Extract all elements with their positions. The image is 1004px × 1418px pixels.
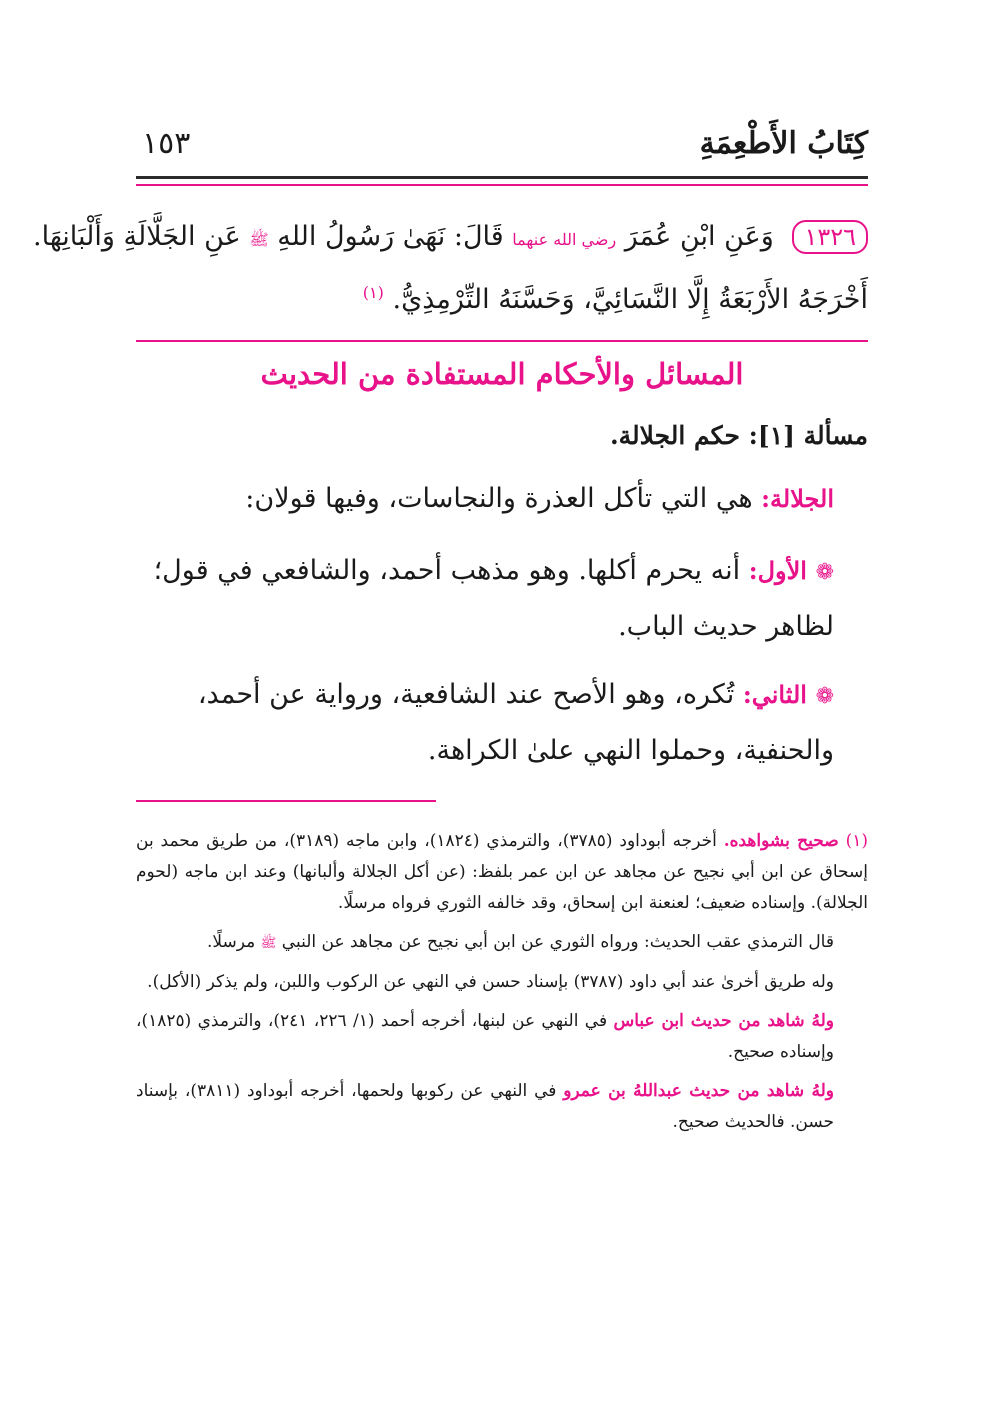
definition-text: هي التي تأكل العذرة والنجاسات، وفيها قولان: <box>245 483 753 514</box>
opinion-second-text: تُكره، وهو الأصح عند الشافعية، ورواية عن أحمد، والحنفية، وحملوا النهي علىٰ الكراهة. <box>197 679 834 766</box>
hadith-number: ١٣٢٦ <box>792 220 868 254</box>
footnote-grade: صحيح بشواهده. <box>723 831 839 851</box>
hadith-takhrij: أَخْرَجَهُ الأَرْبَعَةُ إِلَّا النَّسَائِيَّ، وَحَسَّنَهُ التِّرْمِذِيُّ. <box>392 284 868 315</box>
section-rule <box>136 340 868 342</box>
companion-honorific: رضي الله عنهما <box>512 230 617 249</box>
book-title: كِتَابُ الأَطْعِمَةِ <box>699 126 868 161</box>
hadith-segment: وَعَنِ ابْنِ عُمَرَ <box>624 221 774 252</box>
footnote-text: مرسلًا. <box>206 932 256 952</box>
opinion-first-label: الأول: <box>748 556 807 585</box>
masala-heading <box>610 414 868 458</box>
opinion-second <box>136 668 868 778</box>
page-number: ١٥٣ <box>142 126 191 161</box>
footnote-rule <box>136 800 436 802</box>
footnote-text: في النهي عن ركوبها ولحمها، أخرجه أبوداود (٣٨١١)، بإسناد حسن. فالحديث صحيح. <box>136 1081 834 1132</box>
footnote-witness-ibn-abbas <box>136 1006 868 1068</box>
opinion-first-text: أنه يحرم أكلها. وهو مذهب أحمد، والشافعي في قول؛ لظاهر حديث الباب. <box>153 555 834 642</box>
definition-paragraph <box>136 472 868 526</box>
definition-label: الجلالة: <box>761 484 834 513</box>
header-rule <box>136 176 868 179</box>
footnote-text: قال الترمذي عقب الحديث: ورواه الثوري عن ابن أبي نجيح عن مجاهد عن النبي <box>281 932 834 952</box>
opinion-first <box>136 544 868 654</box>
flower-icon: ❁ <box>815 684 834 709</box>
footnote-1 <box>136 826 868 919</box>
footnote-text: في النهي عن لبنها، أخرجه أحمد (١/ ٢٢٦، ٢٤١)، والترمذي (١٨٢٥)، وإسناده صحيح. <box>136 1011 834 1062</box>
hadith-segment: عَنِ الجَلَّالَةِ وَأَلْبَانِهَا. <box>33 221 241 252</box>
hadith-line-2 <box>136 266 868 326</box>
opinion-second-label: الثاني: <box>742 680 807 709</box>
hadith-line-1 <box>33 210 868 266</box>
footnote-other-route <box>136 967 868 998</box>
footnote-witness-label: ولهُ شاهد من حديث ابن عباس <box>613 1011 834 1031</box>
footnote-witness-ibn-amr <box>136 1076 868 1138</box>
masala-title: حكم الجلالة. <box>609 421 740 450</box>
flower-icon: ❁ <box>815 560 834 585</box>
prophet-honorific: ﷺ <box>249 230 269 249</box>
footnote-tirmidhi <box>136 927 868 959</box>
section-title: المسائل والأحكام المستفادة من الحديث <box>260 357 744 391</box>
hadith-segment: قَالَ: نَهَىٰ رَسُولُ اللهِ <box>277 221 504 252</box>
footnote-witness-label: ولهُ شاهد من حديث عبداللهُ بن عمرو <box>563 1081 835 1101</box>
footnote-text: وله طريق أخرىٰ عند أبي داود (٣٧٨٧) بإسناد حسن في النهي عن الركوب واللبن، ولم يذكر (الأكل). <box>147 972 834 992</box>
footnote-text: أخرجه أبوداود (٣٧٨٥)، والترمذي (١٨٢٤)، وابن ماجه (٣١٨٩)، من طريق محمد بن إسحاق عن ابن أبي نجيح عن مجاهد عن ابن عمر بلفظ: (عن أكل الجلالة وألبانها) وعند ابن ماجه (لحوم الجلالة). وإسناده ضعيف؛ لعنعنة ابن إسحاق، وقد خالفه الثوري فرواه مرسلًا. <box>136 831 868 913</box>
footnotes <box>136 826 868 1146</box>
header-rule-pink <box>136 184 868 186</box>
page-header <box>136 122 868 166</box>
hadith-text <box>33 210 868 326</box>
footnote-marker[interactable]: (١) <box>362 283 384 302</box>
prophet-honorific: ﷺ <box>260 936 277 951</box>
footnote-number: (١) <box>845 831 868 851</box>
masala-label: مسألة [١]: <box>748 421 868 450</box>
